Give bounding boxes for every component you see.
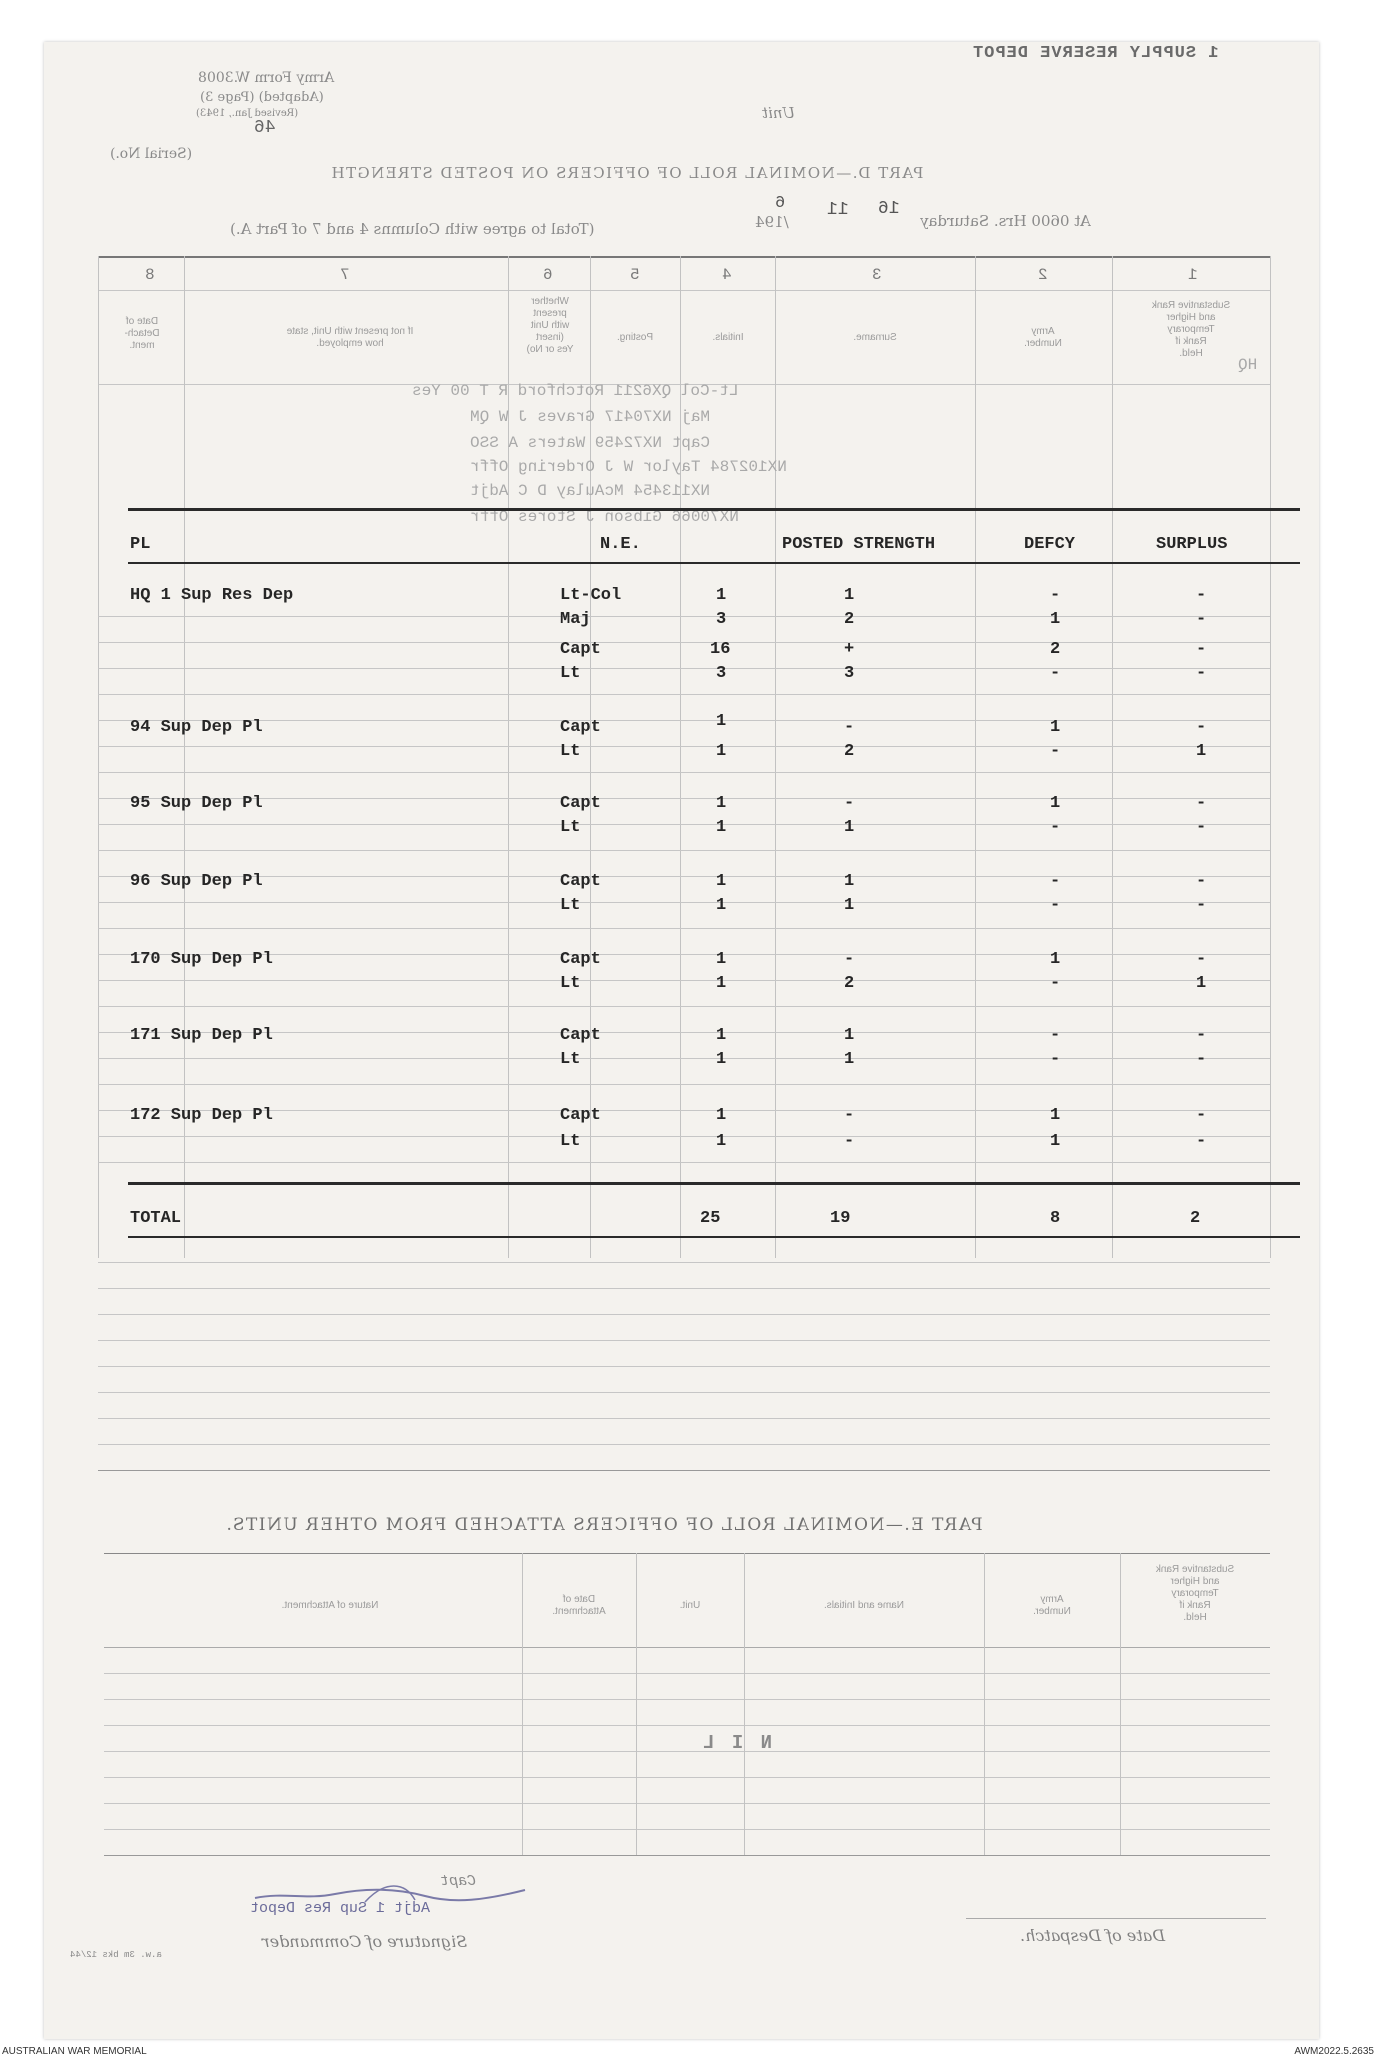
rank-cell: Capt bbox=[560, 794, 601, 813]
summary-header-ne: N.E. bbox=[600, 535, 641, 554]
col-header-present: Whether present with Unit (insert Yes or No) bbox=[526, 296, 574, 355]
surplus-cell: - bbox=[1196, 586, 1207, 605]
defcy-cell: - bbox=[1050, 1026, 1061, 1045]
total-ne: 25 bbox=[700, 1209, 721, 1228]
total-label: TOTAL bbox=[130, 1209, 182, 1228]
posted-cell: 3 bbox=[844, 664, 855, 683]
ne-cell: 16 bbox=[710, 640, 731, 659]
col-header-date-of-detachment: Date of Detach- ment. bbox=[124, 316, 160, 351]
rank-cell: Lt bbox=[560, 1050, 581, 1069]
rank-cell: Lt-Col bbox=[560, 586, 622, 605]
summary-header-rule bbox=[128, 562, 1300, 564]
surplus-cell: - bbox=[1196, 610, 1207, 629]
posted-cell: 1 bbox=[844, 1026, 855, 1045]
rank-cell: Maj bbox=[560, 610, 591, 629]
part-e-col-unit: Unit. bbox=[679, 1600, 701, 1611]
defcy-cell: - bbox=[1050, 586, 1061, 605]
ghost-row: HQ bbox=[1238, 356, 1258, 374]
rank-cell: Lt bbox=[560, 1132, 581, 1151]
posted-cell: - bbox=[844, 794, 855, 813]
ghost-row: Capt NX72459 Waters A SSO bbox=[470, 434, 711, 452]
ne-cell: 1 bbox=[716, 586, 727, 605]
group-name: 171 Sup Dep Pl bbox=[130, 1026, 273, 1045]
ne-cell: 1 bbox=[716, 872, 727, 891]
defcy-cell: - bbox=[1050, 896, 1061, 915]
ne-cell: 1 bbox=[716, 950, 727, 969]
part-d-title: PART D.—NOMINAL ROLL OF OFFICERS ON POSTED STRENGTH bbox=[330, 164, 924, 182]
signature-of-commander-label: Signature of Commander bbox=[262, 1932, 468, 1951]
surplus-cell: - bbox=[1196, 1132, 1207, 1151]
col-number: 6 bbox=[543, 266, 553, 284]
surplus-cell: 1 bbox=[1196, 742, 1207, 761]
adjutant-stamp: Adjt 1 Sup Res Depot bbox=[250, 1900, 431, 1917]
ne-cell: 1 bbox=[716, 1132, 727, 1151]
posted-cell: 1 bbox=[844, 586, 855, 605]
surplus-cell: 1 bbox=[1196, 974, 1207, 993]
surplus-cell: - bbox=[1196, 872, 1207, 891]
part-e-col-date: Date of Attachment. bbox=[552, 1594, 606, 1617]
part-d-year-suffix: /194 bbox=[755, 213, 789, 231]
group-name: HQ 1 Sup Res Dep bbox=[130, 586, 294, 605]
part-e-title: PART E.—NOMINAL ROLL OF OFFICERS ATTACHED FROM OTHER UNITS. bbox=[225, 1515, 983, 1535]
group-name: 96 Sup Dep Pl bbox=[130, 872, 263, 891]
rank-cell: Capt bbox=[560, 950, 601, 969]
ghost-row: NX113454 McAulay D C Adjt bbox=[470, 482, 711, 500]
surplus-cell: - bbox=[1196, 1050, 1207, 1069]
nil-stamp: N I L bbox=[700, 1732, 773, 1754]
total-surplus: 2 bbox=[1190, 1209, 1201, 1228]
defcy-cell: 1 bbox=[1050, 718, 1061, 737]
part-e-col-army-number: Army Number. bbox=[1033, 1594, 1071, 1617]
ne-cell: 3 bbox=[716, 664, 727, 683]
summary-total-rule bbox=[128, 1182, 1300, 1185]
posted-cell: - bbox=[844, 950, 855, 969]
summary-header-posted: POSTED STRENGTH bbox=[782, 535, 936, 554]
summary-top-rule bbox=[128, 508, 1300, 511]
col-number: 4 bbox=[722, 266, 732, 284]
posted-cell: 1 bbox=[844, 818, 855, 837]
ne-cell: 3 bbox=[716, 610, 727, 629]
serial-number-label: (Serial No.) bbox=[110, 146, 193, 162]
form-adapted: (Adapted) (Page 3) bbox=[200, 90, 324, 105]
ne-cell: 1 bbox=[716, 794, 727, 813]
rank-cell: Capt bbox=[560, 872, 601, 891]
part-e-col-name: Name and Initials. bbox=[823, 1600, 905, 1611]
group-name: 170 Sup Dep Pl bbox=[130, 950, 273, 969]
surplus-cell: - bbox=[1196, 1026, 1207, 1045]
total-defcy: 8 bbox=[1050, 1209, 1061, 1228]
defcy-cell: - bbox=[1050, 818, 1061, 837]
defcy-cell: 1 bbox=[1050, 950, 1061, 969]
ne-cell: 1 bbox=[716, 818, 727, 837]
posted-cell: 1 bbox=[844, 872, 855, 891]
group-name: 95 Sup Dep Pl bbox=[130, 794, 263, 813]
rank-cell: Lt bbox=[560, 742, 581, 761]
ne-cell: 1 bbox=[716, 1026, 727, 1045]
col-header-initials: Initials. bbox=[712, 332, 744, 343]
defcy-cell: 1 bbox=[1050, 1106, 1061, 1125]
rank-cell: Capt bbox=[560, 718, 601, 737]
posted-cell: + bbox=[844, 640, 855, 659]
ghost-row: Lt-Col QX6211 Rotchford R T 00 Yes bbox=[412, 382, 739, 400]
part-d-total-note: (Total to agree with Columns 4 and 7 of Part A.) bbox=[230, 220, 595, 238]
posted-cell: 1 bbox=[844, 896, 855, 915]
col-header-how-employed: If not present with Unit, state how employed. bbox=[286, 326, 414, 349]
defcy-cell: - bbox=[1050, 664, 1061, 683]
surplus-cell: - bbox=[1196, 896, 1207, 915]
part-d-date-day: 16 bbox=[878, 199, 900, 219]
col-number: 1 bbox=[1188, 266, 1198, 284]
ghost-row: NX102784 Taylor W J Ordering Offr bbox=[470, 458, 787, 476]
defcy-cell: - bbox=[1050, 1050, 1061, 1069]
unit-label: Unit bbox=[762, 104, 796, 122]
surplus-cell: - bbox=[1196, 1106, 1207, 1125]
rank-cell: Capt bbox=[560, 640, 601, 659]
col-number: 7 bbox=[340, 266, 350, 284]
ghost-row: Maj NX70417 Graves J W QM bbox=[470, 408, 711, 426]
part-d-at-line: At 0600 Hrs. Saturday bbox=[920, 212, 1091, 230]
print-code: a.w. 3m bks 12/44 bbox=[70, 1950, 162, 1960]
col-number: 3 bbox=[872, 266, 882, 284]
posted-cell: - bbox=[844, 1106, 855, 1125]
part-d-year-digit: 6 bbox=[775, 194, 786, 213]
posted-cell: 2 bbox=[844, 610, 855, 629]
form-revised: (Revised Jan., 1943) bbox=[196, 108, 299, 119]
archive-credit: AUSTRALIAN WAR MEMORIAL bbox=[2, 2046, 147, 2057]
col-header-army-number: Army Number. bbox=[1024, 326, 1062, 349]
ne-cell: 1 bbox=[716, 712, 727, 731]
col-header-rank: Substantive Rank and Higher Temporary Rank if Held. bbox=[1151, 300, 1231, 359]
col-number: 8 bbox=[145, 266, 155, 284]
defcy-cell: - bbox=[1050, 872, 1061, 891]
rank-cell: Lt bbox=[560, 818, 581, 837]
rank-cell: Lt bbox=[560, 974, 581, 993]
summary-bottom-rule bbox=[128, 1236, 1300, 1238]
part-d-date-month: 11 bbox=[827, 200, 849, 220]
col-header-posting: Posting. bbox=[616, 332, 654, 343]
surplus-cell: - bbox=[1196, 818, 1207, 837]
summary-header-defcy: DEFCY bbox=[1024, 535, 1076, 554]
group-name: 172 Sup Dep Pl bbox=[130, 1106, 273, 1125]
rank-cell: Lt bbox=[560, 664, 581, 683]
posted-cell: - bbox=[844, 1132, 855, 1151]
surplus-cell: - bbox=[1196, 718, 1207, 737]
rank-cell: Capt bbox=[560, 1106, 601, 1125]
surplus-cell: - bbox=[1196, 640, 1207, 659]
summary-header-surplus: SURPLUS bbox=[1156, 535, 1228, 554]
posted-cell: 1 bbox=[844, 1050, 855, 1069]
col-header-surname: Surname. bbox=[853, 332, 897, 343]
ne-cell: 1 bbox=[716, 742, 727, 761]
defcy-cell: 2 bbox=[1050, 640, 1061, 659]
defcy-cell: - bbox=[1050, 742, 1061, 761]
col-number: 5 bbox=[630, 266, 640, 284]
surplus-cell: - bbox=[1196, 950, 1207, 969]
rank-cell: Capt bbox=[560, 1026, 601, 1045]
part-e-col-nature: Nature of Attachment. bbox=[281, 1600, 379, 1611]
defcy-cell: 1 bbox=[1050, 1132, 1061, 1151]
despatch-line bbox=[966, 1918, 1266, 1919]
defcy-cell: 1 bbox=[1050, 610, 1061, 629]
ne-cell: 1 bbox=[716, 1106, 727, 1125]
total-posted: 19 bbox=[830, 1209, 851, 1228]
posted-cell: 2 bbox=[844, 742, 855, 761]
surplus-cell: - bbox=[1196, 794, 1207, 813]
serial-number-value: 46 bbox=[254, 118, 276, 138]
posted-cell: 2 bbox=[844, 974, 855, 993]
signature-rank: Capt bbox=[440, 1873, 477, 1890]
summary-header-pl: PL bbox=[130, 535, 151, 554]
archive-id: AWM2022.5.2635 bbox=[1294, 2046, 1374, 2057]
ne-cell: 1 bbox=[716, 974, 727, 993]
col-number: 2 bbox=[1038, 266, 1048, 284]
form-number: Army Form W.3008 bbox=[198, 70, 335, 86]
defcy-cell: 1 bbox=[1050, 794, 1061, 813]
defcy-cell: - bbox=[1050, 974, 1061, 993]
ghost-row: NX70066 Gibson J Stores Offr bbox=[470, 508, 739, 526]
group-name: 94 Sup Dep Pl bbox=[130, 718, 263, 737]
ne-cell: 1 bbox=[716, 896, 727, 915]
part-e-col-rank: Substantive Rank and Higher Temporary Rank if Held. bbox=[1155, 1564, 1235, 1623]
rank-cell: Lt bbox=[560, 896, 581, 915]
surplus-cell: - bbox=[1196, 664, 1207, 683]
posted-cell: - bbox=[844, 718, 855, 737]
date-of-despatch-label: Date of Despatch. bbox=[1020, 1926, 1166, 1945]
unit-name-stamp: 1 SUPPLY RESERVE DEPOT bbox=[972, 44, 1219, 63]
ne-cell: 1 bbox=[716, 1050, 727, 1069]
